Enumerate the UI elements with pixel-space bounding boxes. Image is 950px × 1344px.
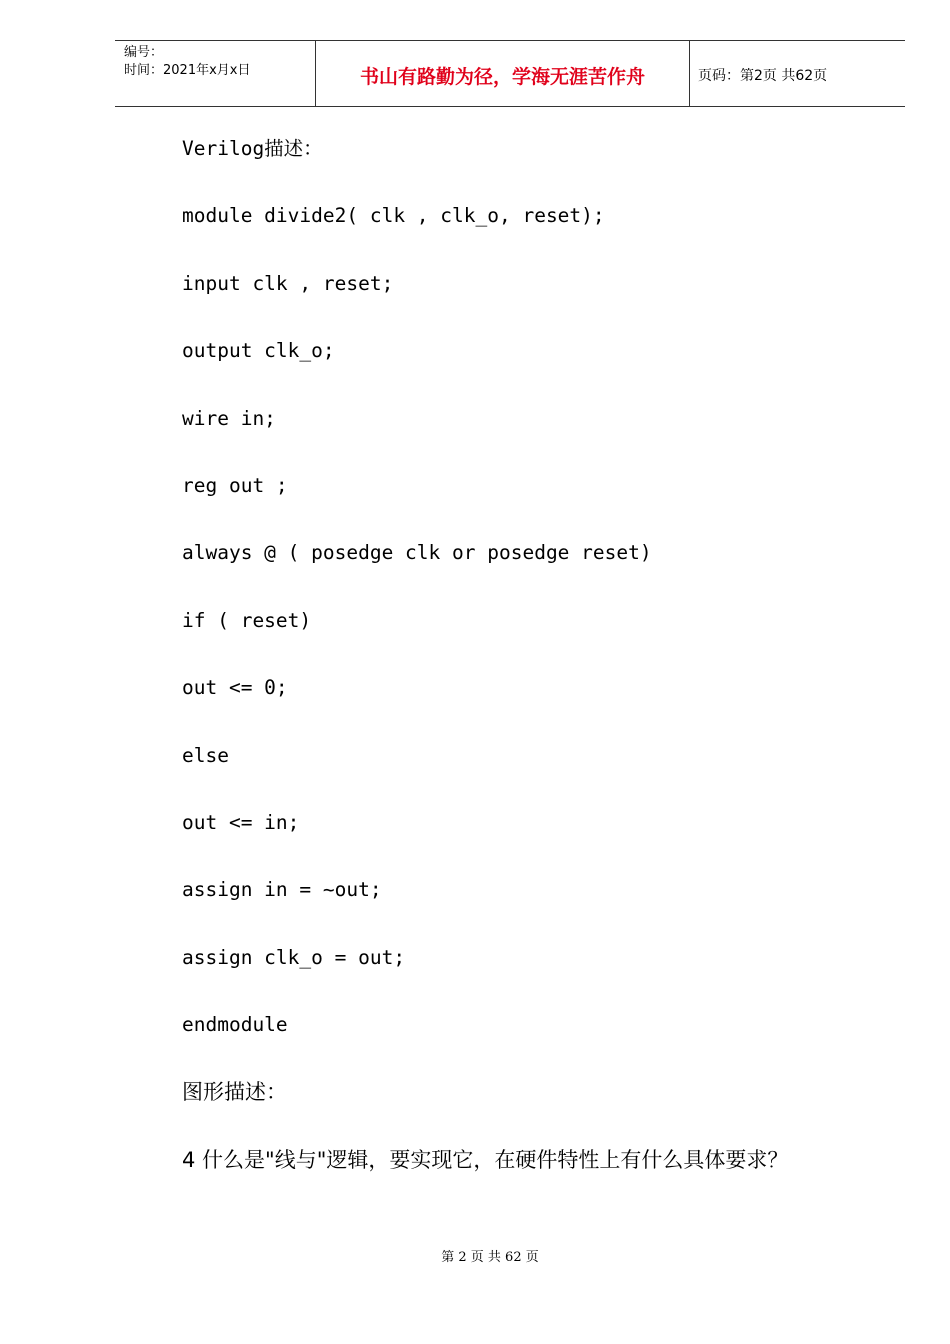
body-line: out <= in;	[182, 810, 300, 834]
time-label: 时间：2021年x月x日	[124, 63, 251, 78]
body-line: assign in = ~out;	[182, 878, 382, 902]
page-header	[115, 40, 905, 107]
section-heading: 图形描述：	[182, 1080, 287, 1105]
header-meta	[115, 41, 316, 106]
page-footer: 第 2 页 共 62 页	[441, 1250, 539, 1265]
body-line: reg out ;	[182, 473, 288, 497]
body-line: else	[182, 743, 229, 767]
body-line: out <= 0;	[182, 676, 288, 700]
body-line: input clk , reset;	[182, 271, 394, 295]
body-line: module divide2( clk , clk_o, reset);	[182, 204, 605, 228]
body-line: output clk_o;	[182, 339, 335, 363]
body-line: assign clk_o = out;	[182, 945, 406, 969]
header-page-info: 页码：第2页 共62页	[698, 67, 828, 84]
header-motto: 书山有路勤为径，学海无涯苦作舟	[316, 41, 690, 106]
body-line: endmodule	[182, 1013, 288, 1037]
serial-label: 编号：	[124, 45, 164, 60]
body-line: if ( reset)	[182, 608, 312, 632]
document-body	[182, 130, 902, 1208]
body-line: always @ ( posedge clk or posedge reset)	[182, 541, 652, 565]
body-line: Verilog描述：	[182, 137, 323, 160]
question-line: 4 什么是"线与"逻辑，要实现它，在硬件特性上有什么具体要求？	[182, 1147, 789, 1172]
body-line: wire in;	[182, 406, 276, 430]
